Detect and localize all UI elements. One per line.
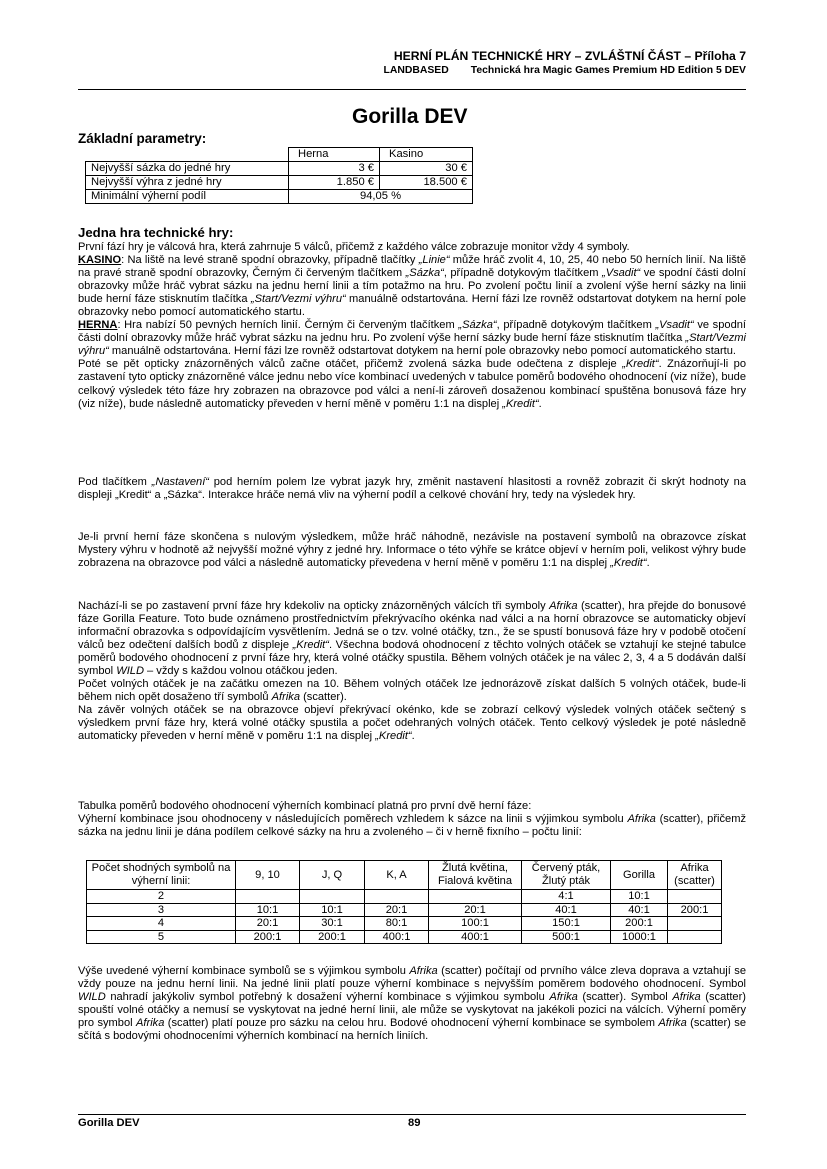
- paragraph-settings: Pod tlačítkem „Nastavení“ pod herním polem lze vybrat jazyk hry, změnit nastavení hlasitosti a rovněž zobrazit či skrýt hodnoty na displeji „Kredit“ a „Sázka“. Interakce hráče nemá vliv na výherní podíl a celkové chování hry, tedy na výsledek hry.: [78, 476, 746, 502]
- paytable-cell: [429, 890, 522, 904]
- paragraph-free-spins: Počet volných otáček je na začátku omezen na 10. Během volných otáček lze jednorázově získat dalších 5 volných otáček, bude-li během nich opět dosaženo tří symbolů Afrika (scatter).: [78, 678, 746, 704]
- game-section-heading: Jedna hra technické hry:: [78, 225, 234, 240]
- paytable-cell: 200:1: [611, 917, 668, 931]
- paytable-header-symbol: Gorilla: [611, 861, 668, 890]
- paytable-header-row: [87, 861, 722, 890]
- paytable: [86, 860, 722, 944]
- paytable-row: [87, 903, 722, 917]
- paytable-cell: [300, 890, 365, 904]
- paytable-cell: 4:1: [522, 890, 611, 904]
- paragraph-bonus: Nachází-li se po zastavení první fáze hry kdekoliv na opticky znázorněných válcích tři symboly Afrika (scatter), hra přejde do bonusové fáze Gorilla Feature. Toto bude oznámeno prostřednictvím překrývacího okénka nad válci a na horní obrazovce se automaticky objeví informační obrazovka s odpovídajícím vysvětlením. Jedná se o tzv. volné otáčky, tzn., že se spustí bonusová fáze hry v podobě otočení válců bez odečtení dalších bodů z displeje „Kredit“. Všechna bodová ohodnocení z těchto volných otáček se vztahují ke stejné tabulce poměrů bodového ohodnocení z první fáze hry, která volné otáčky spustila. Během volných otáček je na válec 2, 3, 4 a 5 dodáván další symbol WILD – vždy s každou volnou otáčkou jeden.: [78, 600, 747, 678]
- params-row: [86, 176, 473, 190]
- paytable-row: [87, 917, 722, 931]
- header-landbased: LANDBASED: [383, 65, 449, 76]
- paragraph-spin: Poté se pět opticky znázorněných válců začne otáčet, přičemž zvolená sázka bude odečtena z displeje „Kredit“. Znázorňují-li po zastavení tyto opticky znázorněné válce jednu nebo více kombinací uvedených v tabulce poměrů bodového ohodnocení (viz níže), bude celkový výsledek této fáze hry zobrazen na obrazovce pod válci a není-li zároveň dosaženou kombinací spuštěna bonusová fáze hry (viz níže), bude následně automaticky převeden v herní měně v poměru 1:1 na displej „Kredit“.: [78, 358, 747, 410]
- params-col-kasino: Kasino: [380, 148, 473, 162]
- params-row: [86, 190, 473, 204]
- paragraph-rules: Výše uvedené výherní kombinace symbolů se s výjimkou symbolu Afrika (scatter) počítají od prvního válce zleva doprava a vztahují se vždy pouze na jednu herní linii. Na jedné linii platí pouze výherní kombinace s nejvyšším poměrem bodového ohodnocení. Symbol WILD nahradí jakýkoliv symbol potřebný k dosažení výherní kombinace s výjimkou symbolu Afrika (scatter). Symbol Afrika (scatter) spouští volné otáčky a nemusí se vyskytovat na jedné herní linii, ale může se vyskytovat na jakékoli pozici na válcích. Výherní poměry pro symbol Afrika (scatter) platí pouze pro sázku na celou hru. Bodové ohodnocení výherní kombinace se symbolem Afrika (scatter) se sčítá s bodovými ohodnoceními výherních kombinací na herních liniích.: [78, 965, 746, 1043]
- paytable-cell: 40:1: [611, 903, 668, 917]
- paytable-cell: 40:1: [522, 903, 611, 917]
- paytable-row: [87, 930, 722, 944]
- paytable-header-count: Počet shodných symbolů na výherní linii:: [87, 861, 236, 890]
- page-number: 89: [408, 1117, 421, 1129]
- paytable-header-symbol: Žlutá květina, Fialová květina: [429, 861, 522, 890]
- paytable-cell: 20:1: [365, 903, 429, 917]
- paytable-cell: 2: [87, 890, 236, 904]
- header-divider: [78, 89, 746, 90]
- params-label: Nejvyšší výhra z jedné hry: [86, 176, 289, 190]
- paytable-cell: 10:1: [300, 903, 365, 917]
- header-title: HERNÍ PLÁN TECHNICKÉ HRY – ZVLÁŠTNÍ ČÁST – Příloha 7: [393, 49, 746, 63]
- paytable-cell: [668, 917, 722, 931]
- paytable-header-symbol: J, Q: [300, 861, 365, 890]
- paytable-cell: 4: [87, 917, 236, 931]
- paytable-cell: 20:1: [429, 903, 522, 917]
- game-intro-block: [78, 241, 746, 411]
- paytable-cell: 500:1: [522, 930, 611, 944]
- page-title: Gorilla DEV: [352, 105, 468, 128]
- paytable-cell: 200:1: [668, 903, 722, 917]
- params-label: Nejvyšší sázka do jedné hry: [86, 162, 289, 176]
- paytable-cell: 400:1: [429, 930, 522, 944]
- paytable-cell: 400:1: [365, 930, 429, 944]
- paytable-header-symbol: K, A: [365, 861, 429, 890]
- paytable-header-symbol: Červený pták, Žlutý pták: [522, 861, 611, 890]
- paytable-cell: [236, 890, 300, 904]
- basic-params-table: [85, 147, 473, 204]
- paytable-cell: 10:1: [236, 903, 300, 917]
- footer-title: Gorilla DEV: [78, 1117, 140, 1129]
- herna-label: HERNA: [78, 319, 118, 332]
- paytable-cell: 10:1: [611, 890, 668, 904]
- paragraph-kasino: KASINO: Na liště na levé straně spodní obrazovky, případně tlačítky „Linie“ může hráč zvolit 4, 10, 25, 40 nebo 50 herních linií. Na liště na pravé straně spodní obrazovky, Černým či červeným tlačítkem „Sázka“, případně dotykovým tlačítkem „Vsadit“ ve spodní části dolní obrazovky může hráč vybrat sázku na jednu herní linii a tím potažmo na hru. Po zvolení počtu linií a zvolení výše herní sázky na linii bude herní fáze stisknutím tlačítka „Start/Vezmi výhru“ manuálně odstartována. Herní fázi lze rovněž odstartovat dotykem na herní pole obrazovky nebo pomocí automatického startu.: [78, 254, 746, 319]
- paytable-cell: 80:1: [365, 917, 429, 931]
- paytable-cell: 150:1: [522, 917, 611, 931]
- paytable-cell: [365, 890, 429, 904]
- paytable-cell: 100:1: [429, 917, 522, 931]
- bonus-block: [78, 600, 746, 744]
- paytable-cell: 200:1: [236, 930, 300, 944]
- paytable-cell: [668, 890, 722, 904]
- params-col-herna: Herna: [289, 148, 380, 162]
- params-header-row: [86, 148, 473, 162]
- params-row: [86, 162, 473, 176]
- header-game-edition: Technická hra Magic Games Premium HD Edition 5 DEV: [470, 65, 746, 76]
- params-herna-value: 1.850 €: [289, 176, 380, 190]
- paytable-cell: 200:1: [300, 930, 365, 944]
- paytable-cell: 5: [87, 930, 236, 944]
- paytable-cell: 3: [87, 903, 236, 917]
- footer-divider: [78, 1114, 746, 1115]
- params-herna-value: 3 €: [289, 162, 380, 176]
- paytable-cell: 1000:1: [611, 930, 668, 944]
- paytable-header-symbol: Afrika (scatter): [668, 861, 722, 890]
- paytable-intro-line: Tabulka poměrů bodového ohodnocení výherních kombinací platná pro první dvě herní fáze:: [78, 800, 532, 812]
- header-subtitle: [384, 64, 746, 77]
- paytable-header-symbol: 9, 10: [236, 861, 300, 890]
- paytable-intro: [78, 800, 746, 839]
- paytable-cell: 20:1: [236, 917, 300, 931]
- paragraph-first-phase: První fází hry je válcová hra, která zahrnuje 5 válců, přičemž z každého válce zobrazuje monitor vždy 4 symboly.: [78, 241, 630, 253]
- paytable-cell: [668, 930, 722, 944]
- params-merged-value: 94,05 %: [289, 190, 473, 204]
- paytable-cell: 30:1: [300, 917, 365, 931]
- params-label: Minimální výherní podíl: [86, 190, 289, 204]
- paytable-intro-detail: Výherní kombinace jsou ohodnoceny v následujících poměrech vzhledem k sázce na linii s výjimkou symbolu Afrika (scatter), přičemž sázka na jednu linii je dána podílem celkové sázky na hru a zvoleného – či v herně fixního – počtu linií:: [78, 813, 746, 839]
- paytable-row: [87, 890, 722, 904]
- paragraph-herna: HERNA: Hra nabízí 50 pevných herních linií. Černým či červeným tlačítkem „Sázka“, případně dotykovým tlačítkem „Vsadit“ ve spodní části dolní obrazovky může hráč vybrat sázku na jednu hru. Po zvolení výše herní sázky bude herní fáze stisknutím tlačítka „Start/Vezmi výhru“ manuálně odstartována. Herní fázi lze rovněž odstartovat dotykem na herní pole obrazovky nebo pomocí automatického startu.: [78, 319, 746, 358]
- paragraph-mystery: Je-li první herní fáze skončena s nulovým výsledkem, může hráč náhodně, nezávisle na postavení symbolů na obrazovce získat Mystery výhru v hodnotě až nejvyšší možné výhry z jedné hry. Informace o této výhře se krátce objeví v herním poli, velikost výhry bude zobrazena na obrazovce pod válci a následně automaticky převedena v herní měně v poměru 1:1 na displej „Kredit“.: [78, 531, 746, 570]
- paragraph-free-spins-end: Na závěr volných otáček se na obrazovce objeví překrývací okénko, kde se zobrazí celkový výsledek volných otáček sečtený s výsledkem první fáze hry, která volné otáčky spustila a počet odehraných volných otáček. Tento celkový výsledek je poté následně automaticky převeden v herní měně v poměru 1:1 na displej „Kredit“.: [78, 704, 746, 743]
- page-header: [384, 49, 746, 77]
- basic-params-heading: Základní parametry:: [78, 131, 207, 146]
- params-kasino-value: 30 €: [380, 162, 473, 176]
- params-kasino-value: 18.500 €: [380, 176, 473, 190]
- kasino-label: KASINO: [78, 254, 122, 267]
